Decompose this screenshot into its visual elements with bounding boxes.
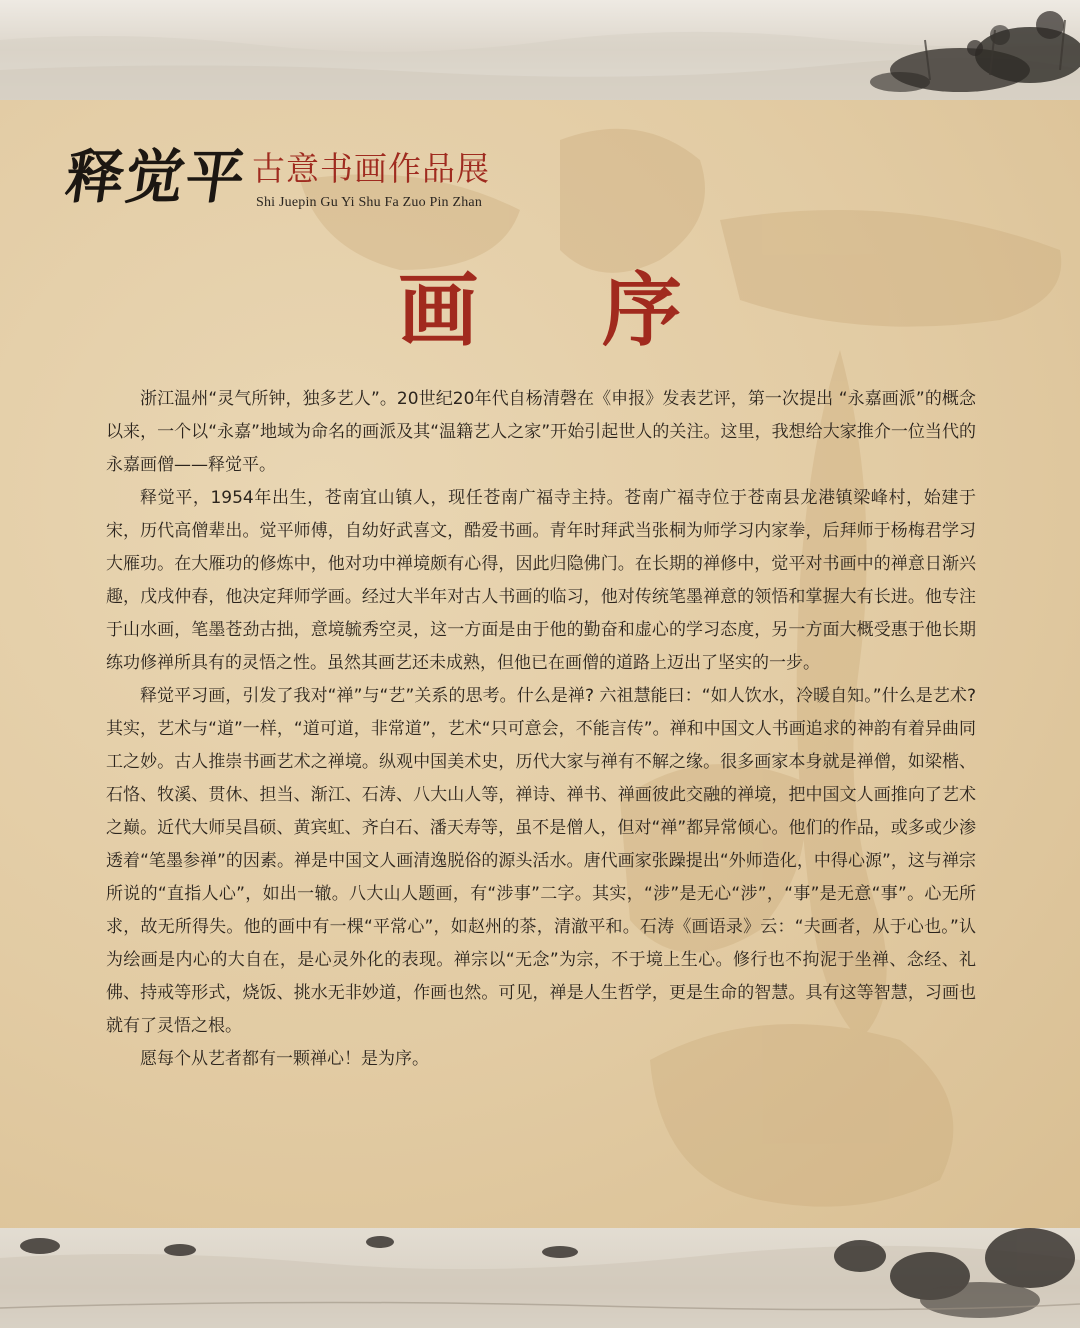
exhibition-pinyin: Shi Juepin Gu Yi Shu Fa Zuo Pin Zhan	[256, 195, 483, 210]
top-landscape-strip	[0, 0, 1080, 100]
bottom-landscape-strip	[0, 1228, 1080, 1328]
ink-landscape-top	[0, 0, 1080, 100]
exhibition-subtitle: 古意书画作品展	[252, 149, 490, 188]
ink-landscape-bottom	[0, 1228, 1080, 1328]
page-title: 画 序	[398, 263, 730, 357]
paragraph: 释觉平习画，引发了我对“禅”与“艺”关系的思考。什么是禅? 六祖慧能曰：“如人饮水，冷暖自知。”什么是艺术? 其实，艺术与“道”一样，“道可道，非常道”，艺术“只可意会，不能言传”。禅和中国文人书画追求的神韵有着异曲同工之妙。古人推崇书画艺术之禅境。纵观中国美术史，历代大家与禅有不解之缘。很多画家本身就是禅僧，如梁楷、石恪、牧溪、贯休、担当、渐江、石涛、八大山人等，禅诗、禅书、禅画彼此交融的禅境，把中国文人画推向了艺术之巅。近代大师吴昌硕、黄宾虹、齐白石、潘天寿等，虽不是僧人，但对“禅”都异常倾心。他们的作品，或多或少渗透着“笔墨参禅”的因素。禅是中国文人画清逸脱俗的源头活水。唐代画家张躁提出“外师造化，中得心源”，这与禅宗所说的“直指人心”，如出一辙。八大山人题画，有“涉事”二字。其实，“涉”是无心“涉”，“事”是无意“事”。心无所求，故无所得失。他的画中有一棵“平常心”，如赵州的茶，清澈平和。石涛《画语录》云：“夫画者，从于心也。”认为绘画是内心的大自在，是心灵外化的表现。禅宗以“无念”为宗，不于境上生心。修行也不拘泥于坐禅、念经、礼佛、持戒等形式，烧饭、挑水无非妙道，作画也然。可见，禅是人生哲学，更是生命的智慧。具有这等智慧，习画也就有了灵悟之根。	[106, 686, 976, 1036]
artist-name-calligraphy: 释觉平	[61, 143, 251, 211]
preface-body	[106, 383, 976, 1076]
paragraph: 浙江温州“灵气所钟，独多艺人”。20世纪20年代自杨清磬在《申报》发表艺评，第一次提出 “永嘉画派”的概念以来，一个以“永嘉”地域为命名的画派及其“温籍艺人之家”开始引起世人的关注。这里，我想给大家推介一位当代的永嘉画僧——释觉平。	[106, 389, 976, 475]
paragraph: 释觉平，1954年出生，苍南宜山镇人，现任苍南广福寺主持。苍南广福寺位于苍南县龙港镇梁峰村，始建于宋，历代高僧辈出。觉平师傅，自幼好武喜文，酷爱书画。青年时拜武当张桐为师学习内家拳，后拜师于杨梅君学习大雁功。在大雁功的修炼中，他对功中禅境颇有心得，因此归隐佛门。在长期的禅修中，觉平对书画中的禅意日渐兴趣，戊戌仲春，他决定拜师学画。经过大半年对古人书画的临习，他对传统笔墨禅意的领悟和掌握大有长进。他专注于山水画，笔墨苍劲古拙，意境毓秀空灵，这一方面是由于他的勤奋和虚心的学习态度，另一方面大概受惠于他长期练功修禅所具有的灵悟之性。虽然其画艺还未成熟，但他已在画僧的道路上迈出了坚实的一步。	[106, 488, 976, 673]
paragraph: 愿每个从艺者都有一颗禅心！是为序。	[140, 1049, 429, 1069]
